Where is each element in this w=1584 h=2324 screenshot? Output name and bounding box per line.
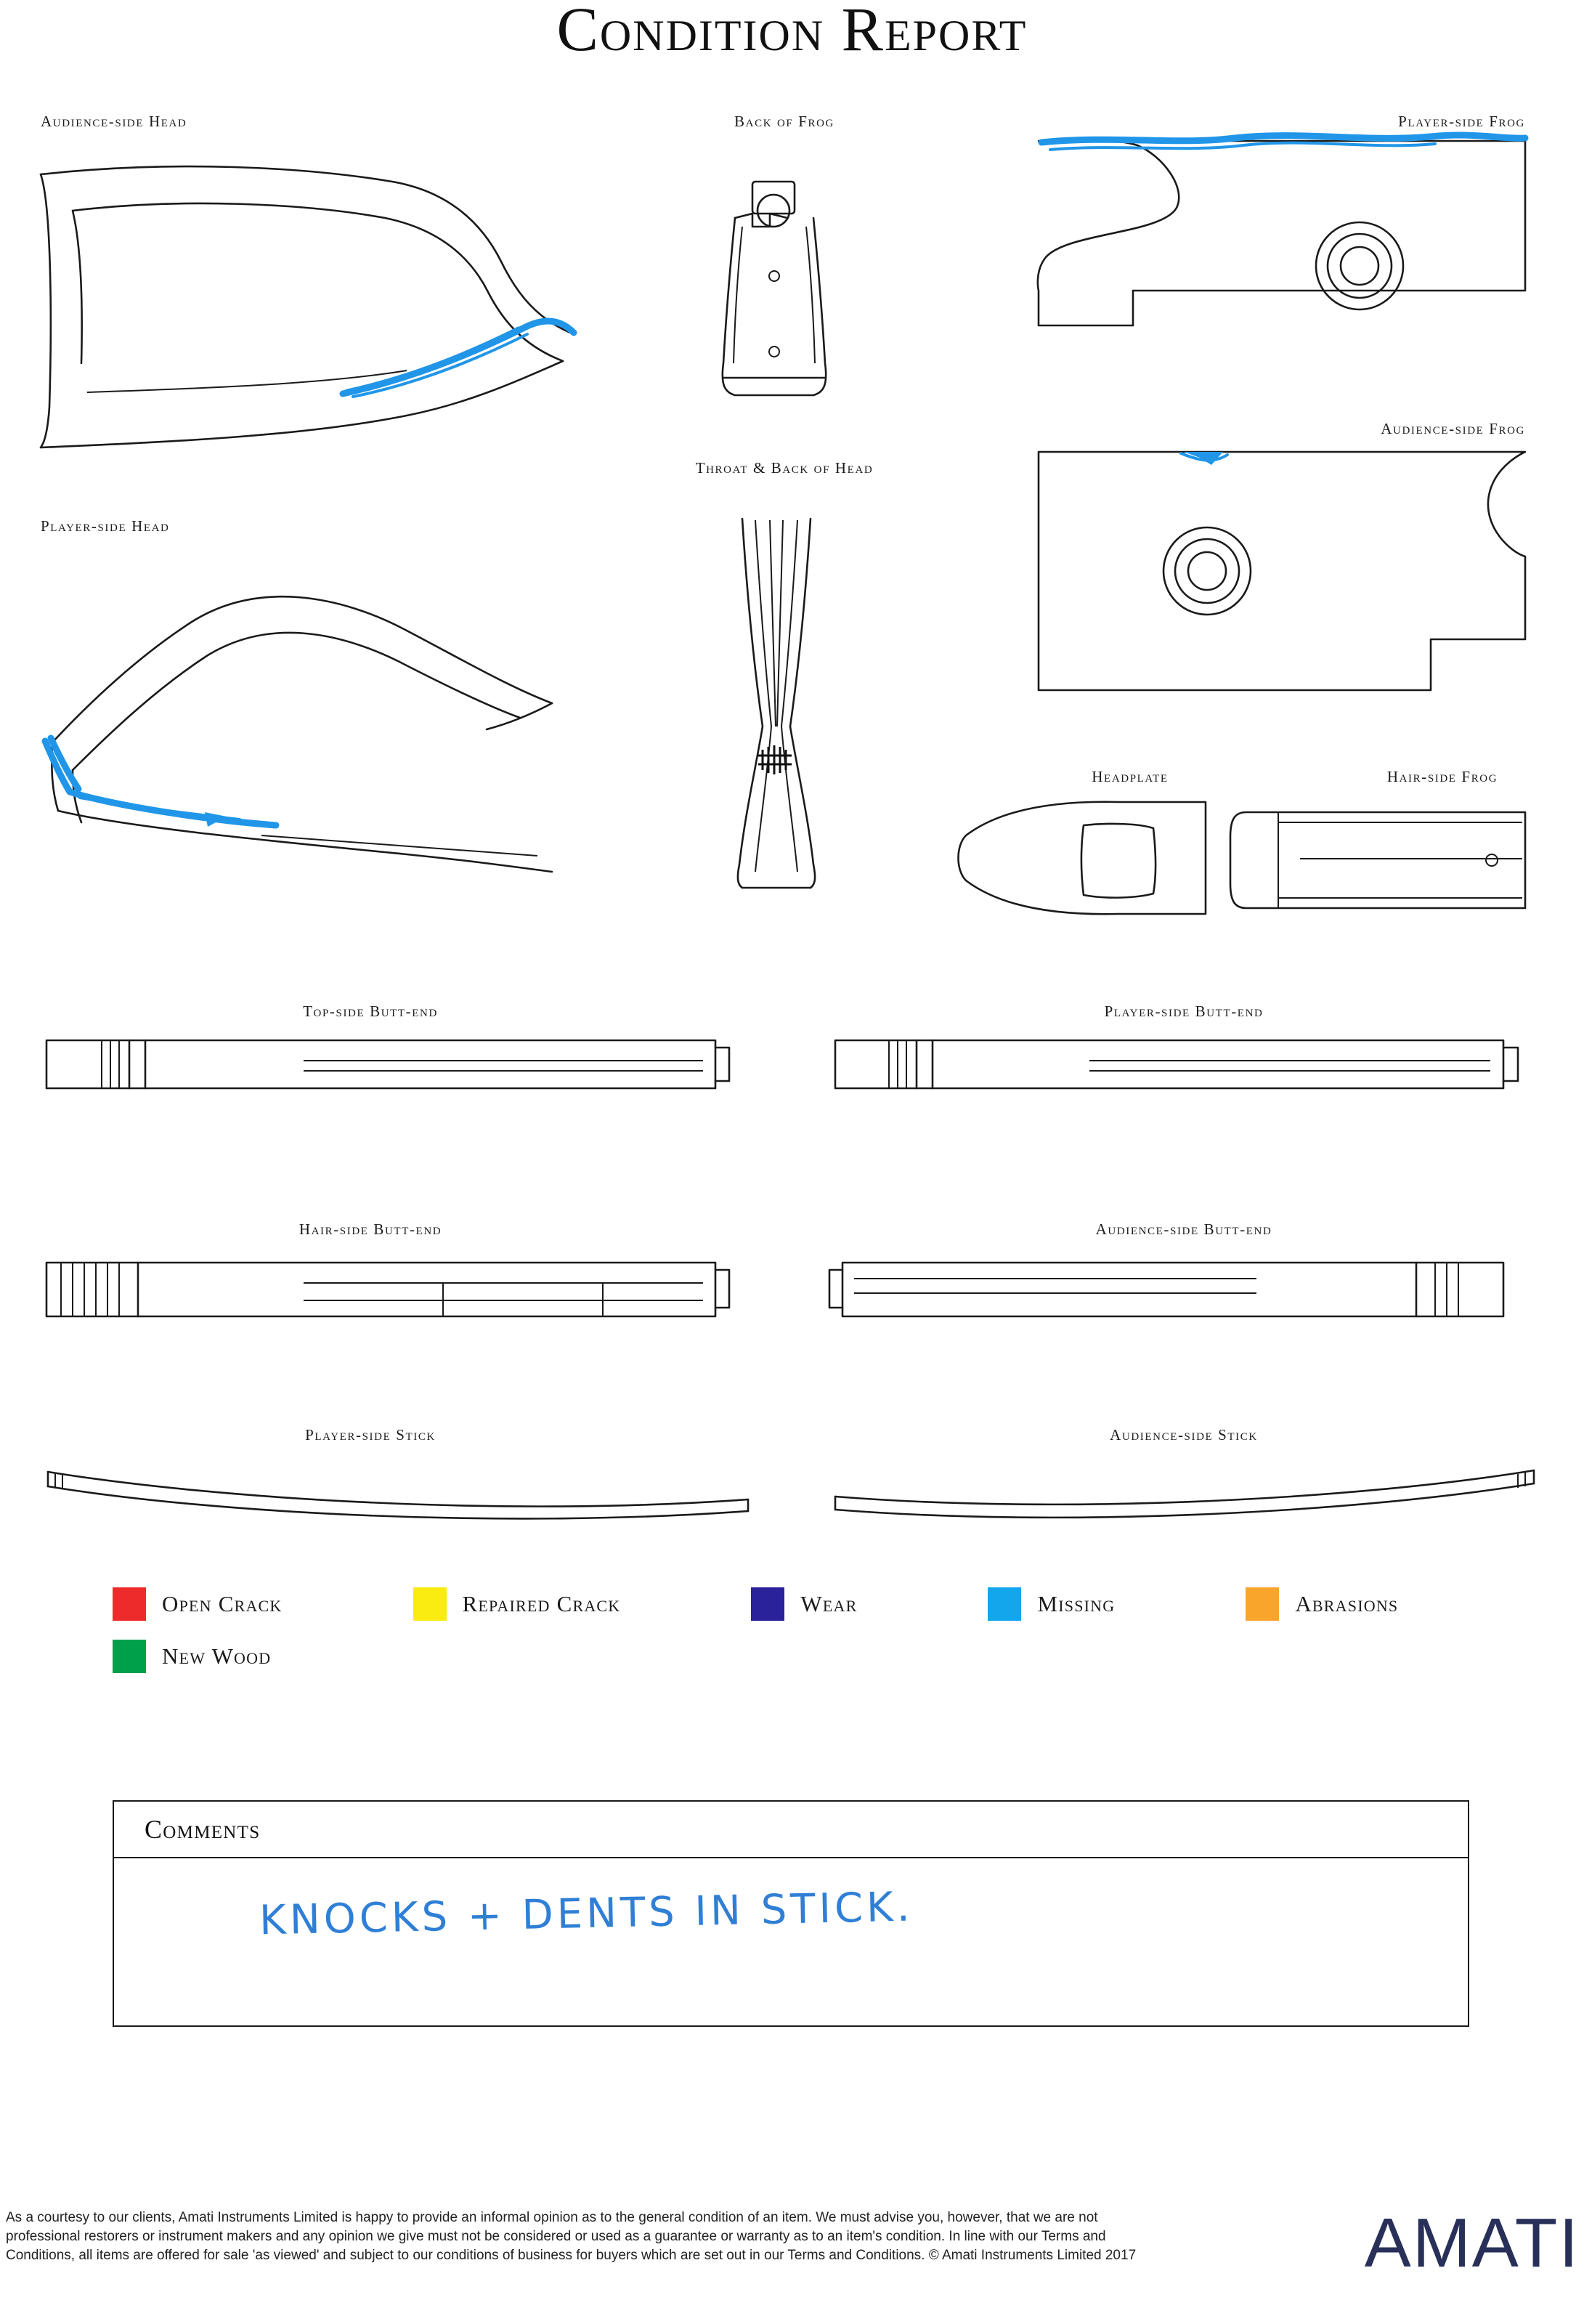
comments-handwritten-note: KNOCKS + DENTS IN STICK.: [259, 1883, 914, 1945]
diagram-player-side-head: [45, 596, 552, 872]
caption-player-side-stick: Player-side Stick: [305, 1426, 436, 1444]
comments-heading: Comments: [145, 1815, 261, 1844]
diagram-player-side-frog: [1038, 135, 1525, 325]
caption-audience-side-stick: Audience-side Stick: [1110, 1426, 1258, 1444]
diagram-audience-side-head: [41, 166, 574, 448]
diagram-audience-side-stick: [835, 1470, 1534, 1518]
caption-audience-side-head: Audience-side Head: [41, 113, 187, 130]
page-title: Condition Report: [556, 0, 1028, 64]
diagram-top-side-butt-end: [46, 1040, 729, 1088]
caption-audience-side-frog: Audience-side Frog: [1381, 420, 1525, 437]
legend-row-1: [113, 1587, 1492, 1621]
diagram-throat-back-of-head: [738, 519, 815, 888]
diagram-hair-side-frog: [1230, 812, 1525, 908]
diagram-player-side-butt-end: [835, 1040, 1518, 1088]
caption-throat-back-of-head: Throat & Back of Head: [695, 459, 874, 477]
caption-player-side-butt-end: Player-side Butt-end: [1104, 1003, 1264, 1020]
swatch-repaired-crack: [413, 1587, 447, 1621]
legend-label-abrasions: Abrasions: [1295, 1591, 1399, 1616]
brand-logo: AMATI: [1364, 2204, 1580, 2282]
caption-audience-side-butt-end: Audience-side Butt-end: [1095, 1220, 1272, 1238]
diagram-player-side-stick: [48, 1472, 748, 1518]
diagram-headplate: [959, 802, 1206, 914]
swatch-open-crack: [113, 1587, 146, 1621]
swatch-abrasions: [1246, 1587, 1279, 1621]
caption-top-side-butt-end: Top-side Butt-end: [303, 1003, 438, 1020]
caption-back-of-frog: Back of Frog: [734, 113, 834, 130]
caption-hair-side-frog: Hair-side Frog: [1386, 768, 1498, 785]
legend-item-open-crack: [113, 1587, 283, 1621]
legend-label-new-wood: New Wood: [162, 1643, 272, 1669]
swatch-wear: [751, 1587, 784, 1621]
diagram-audience-side-frog: [1039, 452, 1525, 690]
footer-disclaimer: As a courtesy to our clients, Amati Instruments Limited is happy to provide an informal opinion as to the general condition of an item. We must advise you, however, that we are not professional restorers or instrument makers and any opinion we give must not be considered or used as a guarantee or warranty as to an item's condition. In line with our Terms and Conditions, all items are offered for sale 'as viewed' and subject to our conditions of business for buyers which are set out in our Terms and Conditions. © Amati Instruments Limited 2017: [6, 2210, 1137, 2263]
diagram-back-of-frog: [723, 182, 826, 395]
legend-item-abrasions: [1246, 1587, 1398, 1621]
legend: [113, 1587, 1492, 1692]
legend-label-wear: Wear: [800, 1591, 858, 1616]
legend-item-missing: [988, 1587, 1115, 1621]
legend-item-wear: [751, 1587, 857, 1621]
caption-headplate: Headplate: [1092, 768, 1169, 785]
legend-item-new-wood: [113, 1640, 271, 1673]
legend-row-2: [113, 1640, 1492, 1673]
legend-item-repaired-crack: [413, 1587, 621, 1621]
diagram-audience-side-butt-end: [829, 1263, 1503, 1316]
legend-label-open-crack: Open Crack: [162, 1591, 283, 1616]
diagram-hair-side-butt-end: [46, 1263, 729, 1316]
swatch-missing: [988, 1587, 1021, 1621]
legend-label-repaired-crack: Repaired Crack: [462, 1591, 621, 1616]
comments-box: [113, 1800, 1469, 2027]
comments-header: [114, 1802, 1468, 1858]
legend-label-missing: Missing: [1037, 1591, 1116, 1616]
caption-player-side-head: Player-side Head: [41, 517, 170, 535]
caption-hair-side-butt-end: Hair-side Butt-end: [298, 1220, 442, 1238]
swatch-new-wood: [113, 1640, 146, 1673]
caption-player-side-frog: Player-side Frog: [1398, 113, 1525, 130]
comments-body[interactable]: [114, 1858, 1468, 2027]
